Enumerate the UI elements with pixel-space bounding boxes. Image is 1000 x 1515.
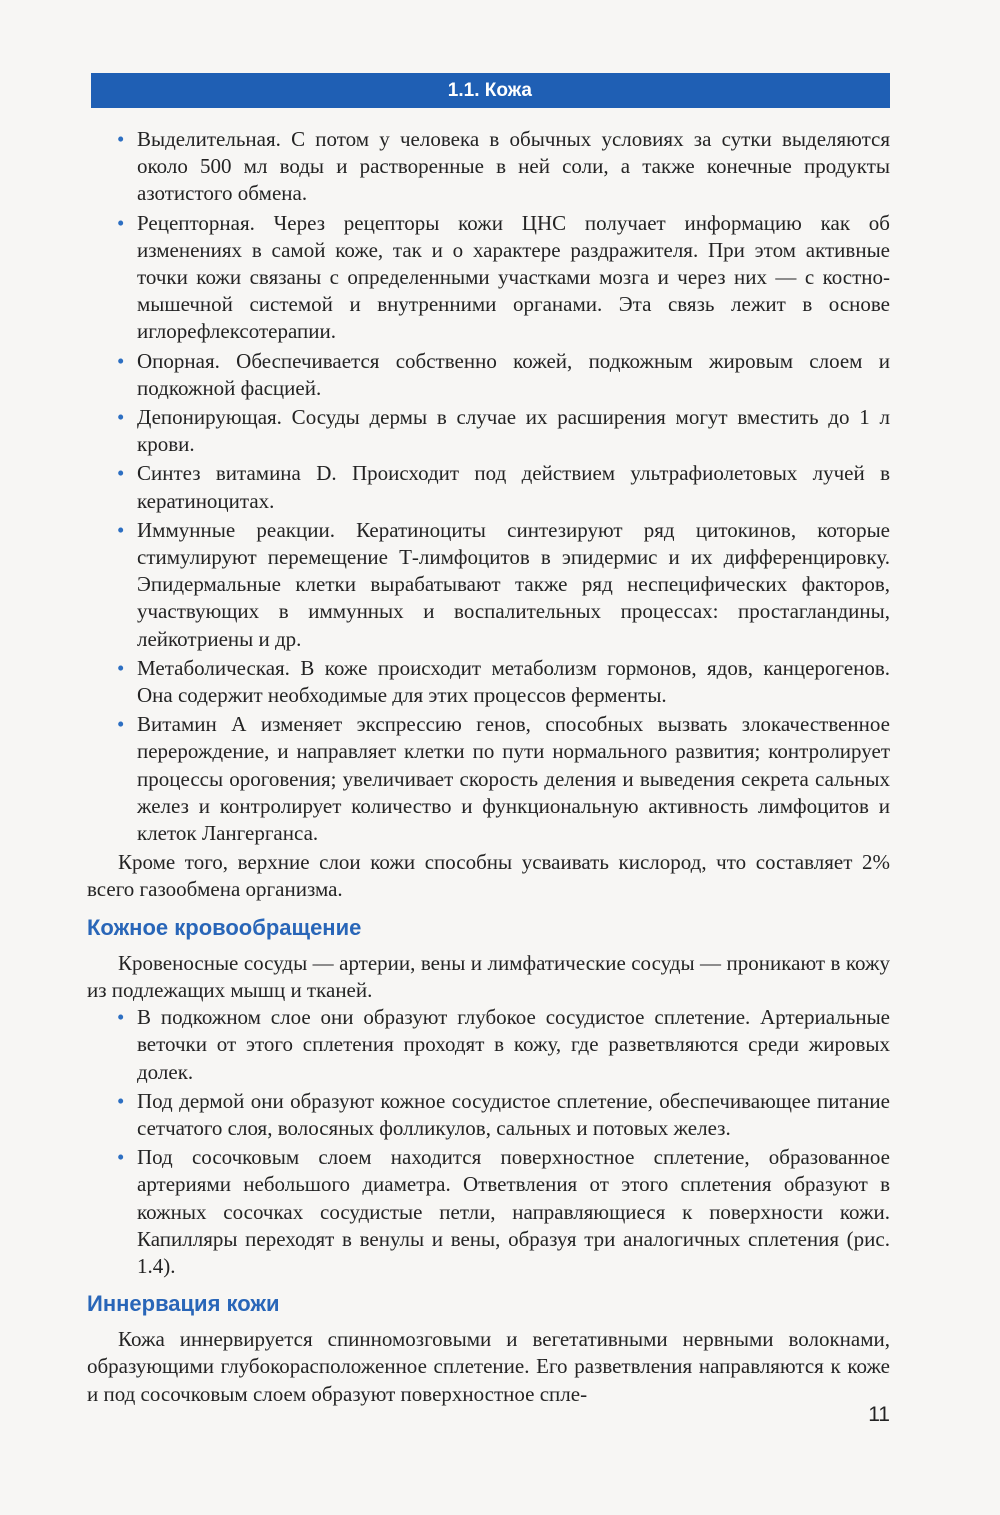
bullet-icon: • <box>117 1145 125 1170</box>
page-number: 11 <box>868 1403 890 1426</box>
bullet-icon: • <box>117 210 125 235</box>
bullet-icon: • <box>117 712 125 737</box>
list-item-text: Депонирующая. Сосуды дермы в случае их расширения могут вместить до 1 л крови. <box>137 405 890 457</box>
bullet-icon: • <box>117 127 125 151</box>
list-item-text: В подкожном слое они образуют глубокое сосудистое сплетение. Артериальные веточки от этого сплетения проходят в кожу, где разветвляются среди жировых долек. <box>137 1005 890 1084</box>
list-item-text: Опорная. Обеспечивается собственно кожей, подкожным жировым слоем и подкожной фасцией. <box>137 348 890 400</box>
list-item <box>87 1088 890 1142</box>
list-item <box>87 517 890 653</box>
list-item <box>87 711 890 847</box>
bullet-icon: • <box>117 517 125 542</box>
list-item-text: Витамин А изменяет экспрессию генов, способных вызвать злокачественное перерождение, и направляет клетки по пути нормального развития; контролирует процессы ороговения; увеличивает скорость деления и выведения секрета сальных желез и контролирует количество и функциональную активность лимфоцитов и клеток Лангерганса. <box>137 712 890 846</box>
bullet-icon: • <box>117 1088 125 1113</box>
list-item <box>87 210 890 346</box>
list-item <box>87 460 890 514</box>
blood-list <box>87 1004 890 1280</box>
list-item <box>87 348 890 402</box>
list-item-text: Под дермой они образуют кожное сосудистое сплетение, обеспечивающее питание сетчатого слоя, волосяных фолликулов, сальных и потовых желез. <box>137 1088 890 1140</box>
nerves-paragraph: Кожа иннервируется спинномозговыми и вегетативными нервными волокнами, образующими глубокорасположенное сплетение. Его разветвления направляются к коже и под сосочковым слоем образуют поверхностное спле- <box>87 1327 890 1406</box>
list-item-text: Под сосочковым слоем находится поверхностное сплетение, образованное артериями небольшого диаметра. Ответвления от этого сплетения образуют в кожных сосочках сосудистые петли, направляющиеся к поверхности кожи. Капилляры переходят в венулы и вены, образуя три аналогичных сплетения (рис. 1.4). <box>137 1145 890 1278</box>
page-content <box>87 126 890 1408</box>
list-item <box>87 404 890 458</box>
list-item-text: Рецепторная. Через рецепторы кожи ЦНС получает информацию как об изменениях в самой коже, так и о характере раздражителя. При этом активные точки кожи связаны с определенными участками мозга и через них — с костно-мышечной системой и внутренними органами. Эта связь лежит в основе иглорефлексотерапии. <box>137 210 890 344</box>
header-title: 1.1. Кожа <box>447 80 532 101</box>
blood-intro-paragraph: Кровеносные сосуды — артерии, вены и лимфатические сосуды — проникают в кожу из подлежащих мышц и тканей. <box>87 950 890 1002</box>
bullet-icon: • <box>117 461 125 486</box>
list-item <box>87 126 890 208</box>
section-heading-nerves: Иннервация кожи <box>87 1291 280 1317</box>
list-item <box>87 1144 890 1280</box>
bullet-icon: • <box>117 405 125 430</box>
running-header <box>91 73 890 108</box>
oxygen-paragraph: Кроме того, верхние слои кожи способны усваивать кислород, что составляет 2% всего газообмена организма. <box>87 850 890 902</box>
list-item <box>87 1004 890 1086</box>
bullet-icon: • <box>117 1005 125 1030</box>
list-item-text: Иммунные реакции. Кератиноциты синтезируют ряд цитокинов, которые стимулируют перемещение Т-лимфоцитов в эпидермис и их дифференцировку. Эпидермальные клетки вырабатывают также ряд неспецифических факторов, участвующих в иммунных и воспалительных процессах: простагландины, лейкотриены и др. <box>137 517 890 651</box>
list-item <box>87 655 890 709</box>
section-heading-blood: Кожное кровообращение <box>87 914 362 940</box>
list-item-text: Метаболическая. В коже происходит метаболизм гормонов, ядов, канцерогенов. Она содержит необходимые для этих процессов ферменты. <box>137 655 890 708</box>
functions-list <box>87 126 890 847</box>
bullet-icon: • <box>117 348 125 373</box>
bullet-icon: • <box>117 655 125 680</box>
list-item-text: Выделительная. С потом у человека в обычных условиях за сутки выделяются около 500 мл воды и растворенные в ней соли, а также конечные продукты азотистого обмена. <box>137 127 890 206</box>
list-item-text: Синтез витамина D. Происходит под действием ультрафиолетовых лучей в кератиноцитах. <box>137 461 890 513</box>
